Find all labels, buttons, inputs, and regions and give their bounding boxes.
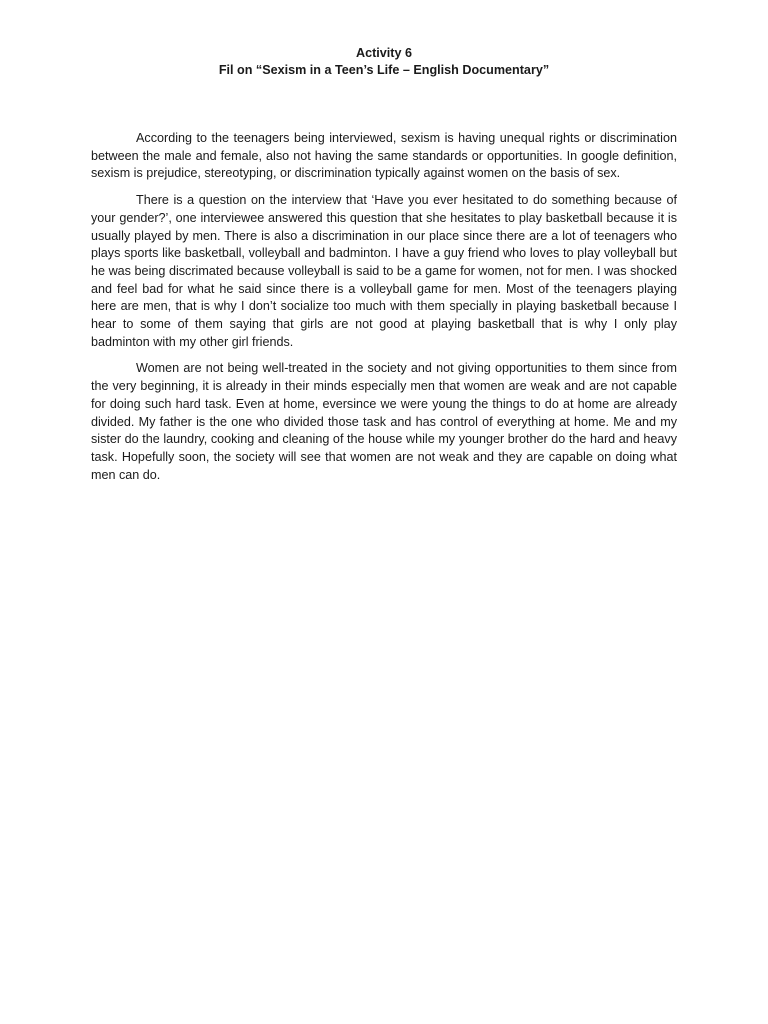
paragraph-1: According to the teenagers being interviewed, sexism is having unequal rights or discrimination between the male and female, also not having the same standards or opportunities. In google definition, sexism is prejudice, stereotyping, or discrimination typically against women on the basis of sex. bbox=[91, 131, 677, 181]
document-heading bbox=[91, 45, 677, 79]
activity-title: Activity 6 bbox=[356, 46, 412, 60]
document-body bbox=[91, 130, 677, 484]
paragraph-2: There is a question on the interview that ‘Have you ever hesitated to do something because of your gender?’, one interviewee answered this question that she hesitates to play basketball because it is usually played by men. There is also a discrimination in our place since there are a lot of teenagers who plays sports like basketball, volleyball and badminton. I have a guy friend who loves to play volleyball but he was being discrimated because volleyball is said to be a game for women, not for men. I was shocked and feel bad for what he said since there is a volleyball game for men. Most of the teenagers playing here are men, that is why I don’t socialize too much with them specially in playing basketball because I hear to some of them saying that girls are not good at playing basketball that is why I only play badminton with my other girl friends. bbox=[91, 193, 677, 349]
paragraph-3: Women are not being well-treated in the society and not giving opportunities to them since from the very beginning, it is already in their minds especially men that women are weak and are not capable for doing such hard task. Even at home, eversince we were young the things to do at home are already divided. My father is the one who divided those task and has control of everything at home. Me and my sister do the laundry, cooking and cleaning of the house while my younger brother do the hard and heavy task. Hopefully soon, the society will see that women are not weak and they are capable on doing what men can do. bbox=[91, 361, 677, 482]
activity-subtitle: Fil on “Sexism in a Teen’s Life – English Documentary” bbox=[218, 63, 550, 77]
